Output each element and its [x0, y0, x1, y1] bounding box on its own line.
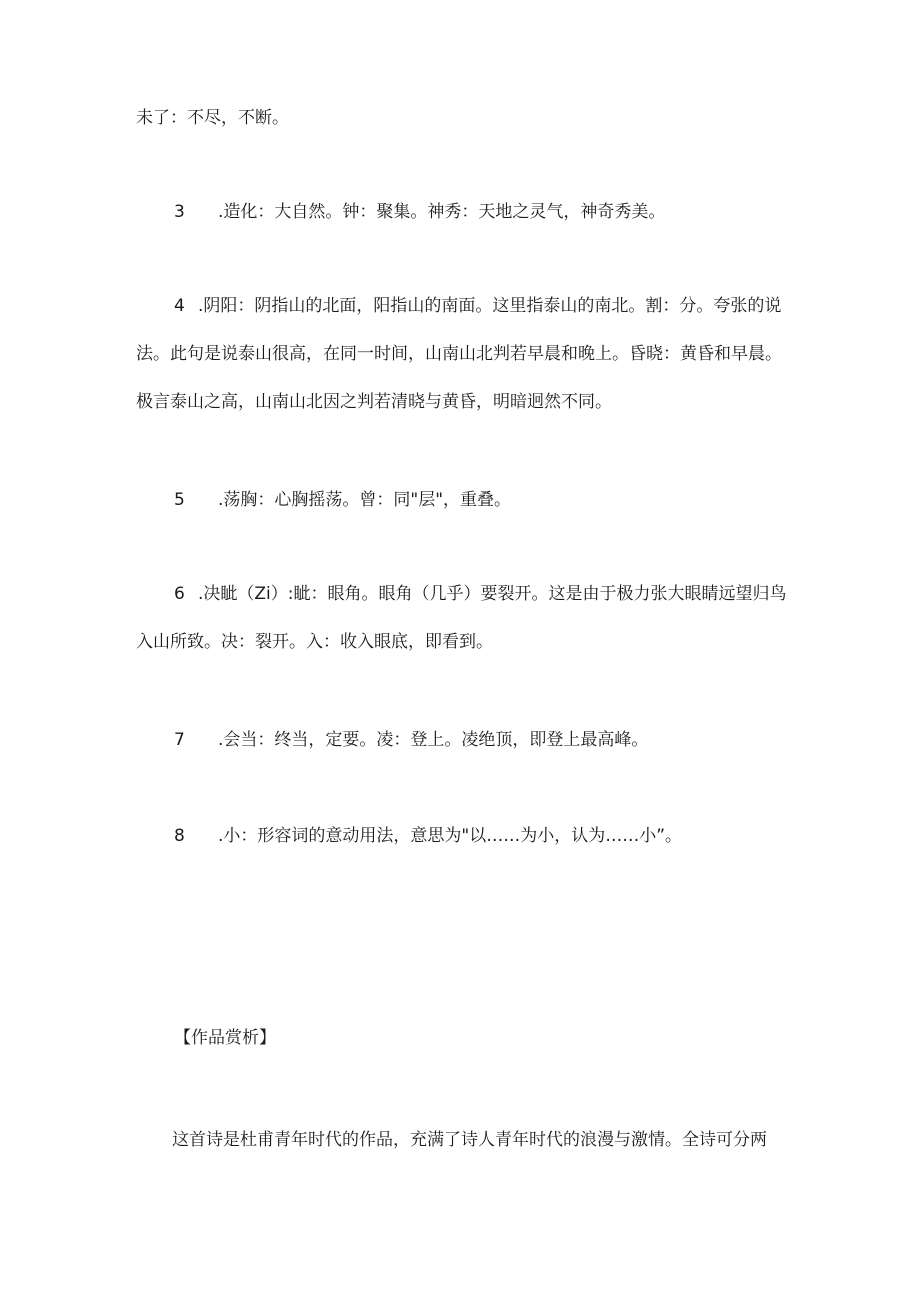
note-text-cont: 法。此句是说泰山很高，在同一时间，山南山北判若早晨和晚上。昏晓：黄昏和早晨。 [136, 344, 782, 364]
note-number: 8 [174, 826, 185, 846]
appreciation-paragraph: 这首诗是杜甫青年时代的作品，充满了诗人青年时代的浪漫与激情。全诗可分两 [172, 1130, 767, 1150]
note-number: 6 [174, 584, 185, 604]
note-7 [136, 728, 786, 752]
note-text: .小：形容词的意动用法，意思为"以……为小，认为……小”。 [218, 826, 683, 846]
note-5 [136, 488, 786, 512]
note-text-cont: 极言泰山之高，山南山北因之判若清晓与黄昏，明暗迥然不同。 [136, 392, 612, 412]
note-text: .阴阳：阴指山的北面，阳指山的南面。这里指泰山的南北。割：分。夸张的说 [198, 296, 782, 316]
note-text: .造化：大自然。钟：聚集。神秀：天地之灵气，神奇秀美。 [218, 202, 666, 222]
section-heading: 【作品赏析】 [174, 1028, 276, 1048]
note-text-cont: 入山所致。决：裂开。入：收入眼底，即看到。 [136, 632, 493, 652]
note-number: 3 [174, 202, 185, 222]
note-text: .荡胸：心胸摇荡。曾：同"层"，重叠。 [218, 490, 512, 510]
note-3 [136, 200, 786, 224]
note-number: 7 [174, 730, 185, 750]
note-text: .决眦（Zi）:眦：眼角。眼角（几乎）要裂开。这是由于极力张大眼睛远望归鸟 [198, 584, 787, 604]
note-4 [136, 294, 786, 414]
note-number: 5 [174, 490, 185, 510]
note-2-continuation: 未了：不尽，不断。 [136, 108, 289, 128]
note-8 [136, 824, 786, 848]
note-text: .会当：终当，定要。凌：登上。凌绝顶，即登上最高峰。 [218, 730, 649, 750]
note-6 [136, 582, 786, 654]
note-number: 4 [174, 296, 185, 316]
